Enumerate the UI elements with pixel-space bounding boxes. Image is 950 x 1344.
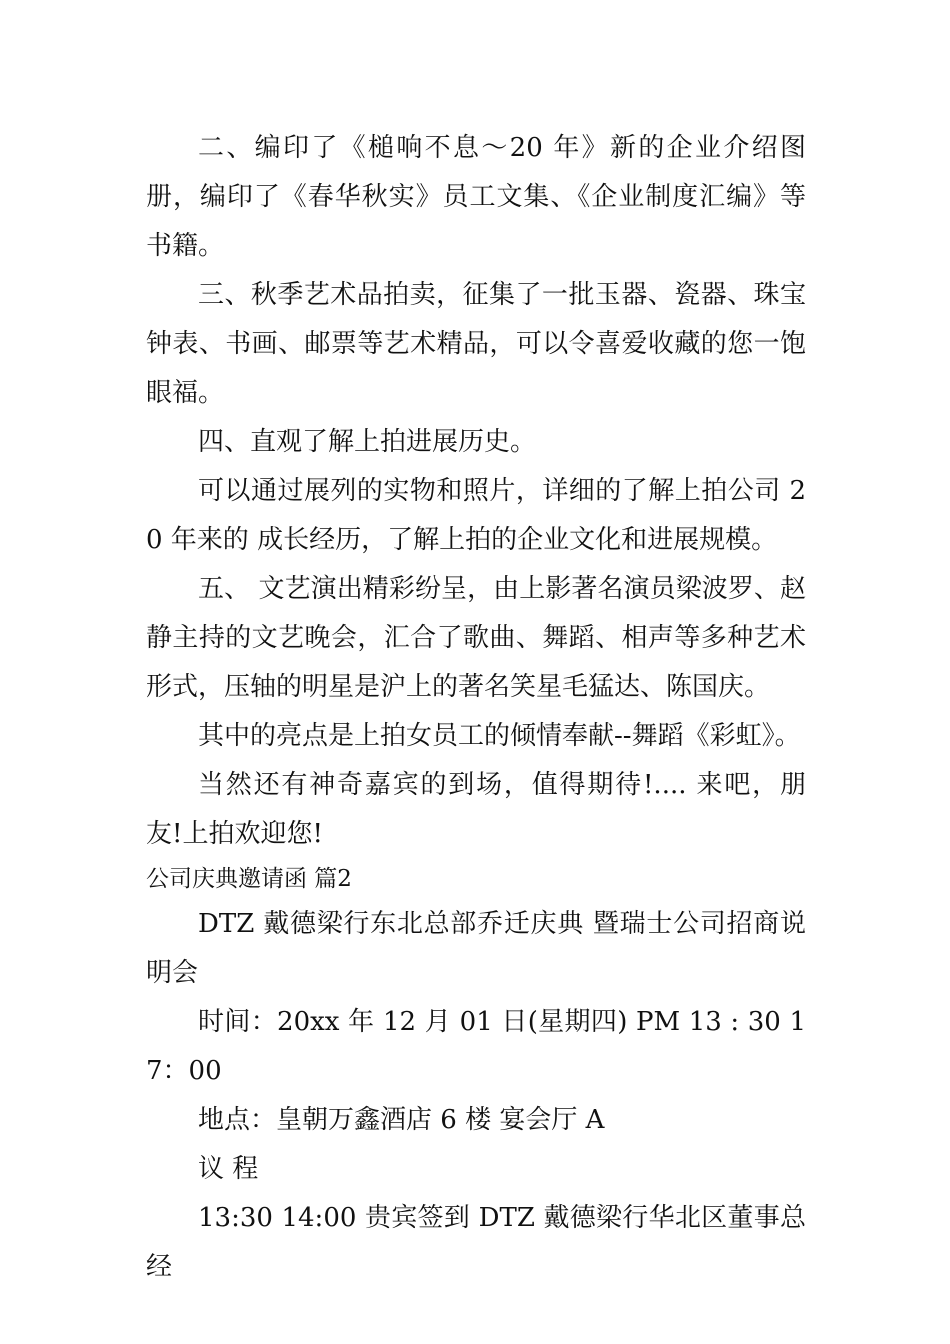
event-title: DTZ 戴德梁行东北总部乔迁庆典 暨瑞士公司招商说明会	[146, 909, 806, 988]
paragraph-welcome: 当然还有神奇嘉宾的到场，值得期待!.... 来吧，朋友!上拍欢迎您!	[146, 770, 806, 849]
agenda-item: 13:30 14:00 贵宾签到 DTZ 戴德梁行华北区董事总经	[146, 1203, 806, 1282]
agenda-heading: 议 程	[198, 1154, 259, 1184]
paragraph-five: 五、 文艺演出精彩纷呈，由上影著名演员梁波罗、赵静主持的文艺晚会，汇合了歌曲、舞蹈、相声等多种艺术形式，压轴的明星是沪上的著名笑星毛猛达、陈国庆。	[146, 574, 806, 702]
paragraph-three: 三、秋季艺术品拍卖，征集了一批玉器、瓷器、珠宝钟表、书画、邮票等艺术精品，可以令喜爱收藏的您一饱眼福。	[146, 280, 806, 408]
document-page	[146, 124, 806, 1292]
event-time: 时间：20xx 年 12 月 01 日(星期四) PM 13 : 30 17：00	[146, 1007, 806, 1086]
paragraph-two: 二、编印了《槌响不息～20 年》新的企业介绍图册，编印了《春华秋实》员工文集、《企业制度汇编》等书籍。	[146, 133, 806, 261]
paragraph-history: 可以通过展列的实物和照片，详细的了解上拍公司 20 年来的 成长经历，了解上拍的企业文化和进展规模。	[146, 476, 806, 555]
paragraph-highlight: 其中的亮点是上拍女员工的倾情奉献--舞蹈《彩虹》。	[198, 721, 801, 751]
event-location: 地点：皇朝万鑫酒店 6 楼 宴会厅 A	[198, 1105, 605, 1135]
section-heading: 公司庆典邀请函 篇2	[146, 866, 352, 892]
paragraph-four: 四、直观了解上拍进展历史。	[198, 427, 537, 457]
